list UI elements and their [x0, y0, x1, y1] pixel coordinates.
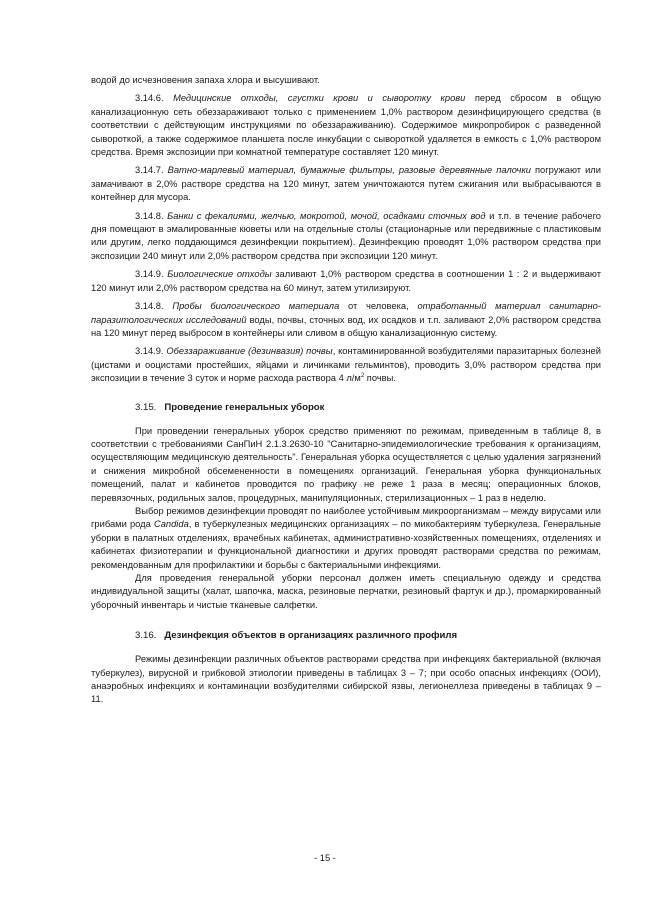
item-number: 3.14.9. — [135, 346, 164, 357]
paragraph-3-14-8-bis — [91, 300, 601, 340]
item-text: , контаминированной возбудителями паразитарных болезней (цистами и ооцистами простейших, яйцами и личинками гельминтов), проводить 3,0% раствором средства при экспозиции в течение 3 суток и норме расхода раствора 4 л/м — [91, 346, 601, 384]
item-number: 3.14.8. — [135, 301, 164, 312]
item-number: 3.14.8. — [135, 210, 164, 221]
item-text: заливают 1,0% раствором средства в соотношении 1 : 2 и выдерживают 120 минут или 2,0% раствором средства на 60 минут, затем утилизируют. — [91, 269, 602, 293]
item-text: воды, почвы, сточных вод, их осадков и т.п. заливают 2,0% раствором средства на 120 минут перед выбросом в контейнеры или сливом в общую канализационную систему. — [91, 314, 601, 338]
section-title: Дезинфекция объектов в организациях различного профиля — [164, 630, 458, 642]
paragraph-3-14-9-bis — [91, 345, 601, 385]
item-text: перед сбросом в общую канализационную сеть обеззараживают только с применением 1,0% раствором дезинфицирующего средства (в соответствии с действующим инструкциями по обеззараживанию). Содержимое микропробирок с разведенной сывороткой, а также содержимое планшета после инкубации с сывороткой удаляется в емкость с 1,0% раствором средства. Время экспозиции при комнатной температуре составляет 120 минут. — [91, 93, 601, 158]
paragraph-staff-protection: Для проведения генеральной уборки персонал должен иметь специальную одежду и средства индивидуальной защиты (халат, шапочка, маска, резиновые перчатки, резиновый фартук и др.), промаркированный уборочный инвентарь и чистые тканевые салфетки. — [91, 573, 601, 610]
item-number: 3.14.9. — [135, 269, 164, 280]
paragraph-disinfection-modes: Режимы дезинфекции различных объектов растворами средства при инфекциях бактериальной (включая туберкулез), вирусной и грибковой этиологии приведены в таблицах 3 – 7; при особо опасных инфекциях (ООИ), анаэробных инфекциях и контаминации возбудителями сибирской язвы, легионеллеза приведены в таблицах 9 – 11. — [91, 654, 601, 705]
text-part: Выбор режимов дезинфекции проводят по наиболее устойчивым микроорганизмам – между вирусами или грибами рода — [91, 505, 601, 530]
genus-name: Candida — [153, 519, 189, 530]
paragraph-continuation: водой до исчезновения запаха хлора и высушивают. — [91, 75, 320, 85]
paragraph-3-14-8 — [91, 210, 601, 264]
item-text-tail: почвы. — [364, 373, 396, 384]
paragraph-mode-selection — [91, 505, 601, 572]
paragraph-3-14-6 — [91, 92, 601, 159]
section-number: 3.16. — [135, 630, 157, 642]
paragraph-3-14-7 — [91, 164, 601, 204]
item-number: 3.14.7. — [135, 165, 164, 176]
item-text: от человека, — [348, 301, 409, 312]
item-subject-secondary: отработанный материал санитарно-паразитологических исследований — [91, 301, 601, 325]
section-title: Проведение генеральных уборок — [164, 401, 325, 413]
item-subject: Обеззараживание (дезинвазия) почвы — [166, 346, 333, 357]
superscript: 2 — [360, 373, 365, 380]
page-number: - 15 - — [314, 852, 336, 863]
section-number: 3.15. — [135, 401, 157, 413]
item-number: 3.14.6. — [135, 93, 164, 104]
paragraph-general-cleaning: При проведении генеральных уборок средство применяют по режимам, приведенным в таблице 8, в соответствии с требованиями СанПиН 2.1.3.2630-10 "Санитарно-эпидемиологические требования к организациям, осуществляющим медицинскую деятельность". Генеральная уборка осуществляется с целью удаления загрязнений и снижения микробной обсемененности в помещениях организаций. Генеральная уборка функциональных помещений, палат и кабинетов проводится по графику не реже 1 раза в месяц; операционных блоков, перевязочных, родильных залов, процедурных, манипуляционных, стерилизационных – 1 раз в неделю. — [91, 425, 601, 503]
text-part: , в туберкулезных медицинских организациях – по микобактериям туберкулеза. Генеральные уборки в палатных отделениях, врачебных кабинетах, административно-хозяйственных помещениях, отделениях и кабинетах физиотерапии и функциональной диагностики и других проводят растворами средства по режимам, рекомендованным для профилактики и борьбы с бактериальными инфекциями. — [91, 519, 601, 570]
section-heading-3-16 — [91, 629, 601, 643]
section-heading-3-15 — [91, 401, 601, 415]
item-subject: Биологические отходы — [167, 269, 272, 280]
item-text: погружают или замачивают в 2,0% растворе средства на 120 минут, затем уничтожаются путем сжигания или выбрасываются в контейнер для мусора. — [91, 165, 601, 203]
item-subject: Пробы биологического материала — [172, 301, 340, 312]
page-body — [91, 74, 601, 707]
item-subject: Медицинские отходы, сгустки крови и сыворотку крови — [173, 93, 466, 104]
paragraph-3-14-9 — [91, 268, 601, 295]
item-subject: Банки с фекалиями, желчью, мокротой, мочой, осадками сточных вод — [167, 210, 486, 221]
item-text: и т.п. в течение рабочего дня помещают в эмалированные кюветы или на отдельные столы (стационарные или передвижные с пластиковым или другим, легко поддающимся дезинфекции покрытием). Дезинфекцию проводят 1,0% раствором средства при экспозиции 240 минут или 2,0% раствором средства при экспозиции 120 минут. — [91, 210, 601, 261]
item-subject: Ватно-марлевый материал, бумажные фильтры, разовые деревянные палочки — [167, 165, 531, 176]
